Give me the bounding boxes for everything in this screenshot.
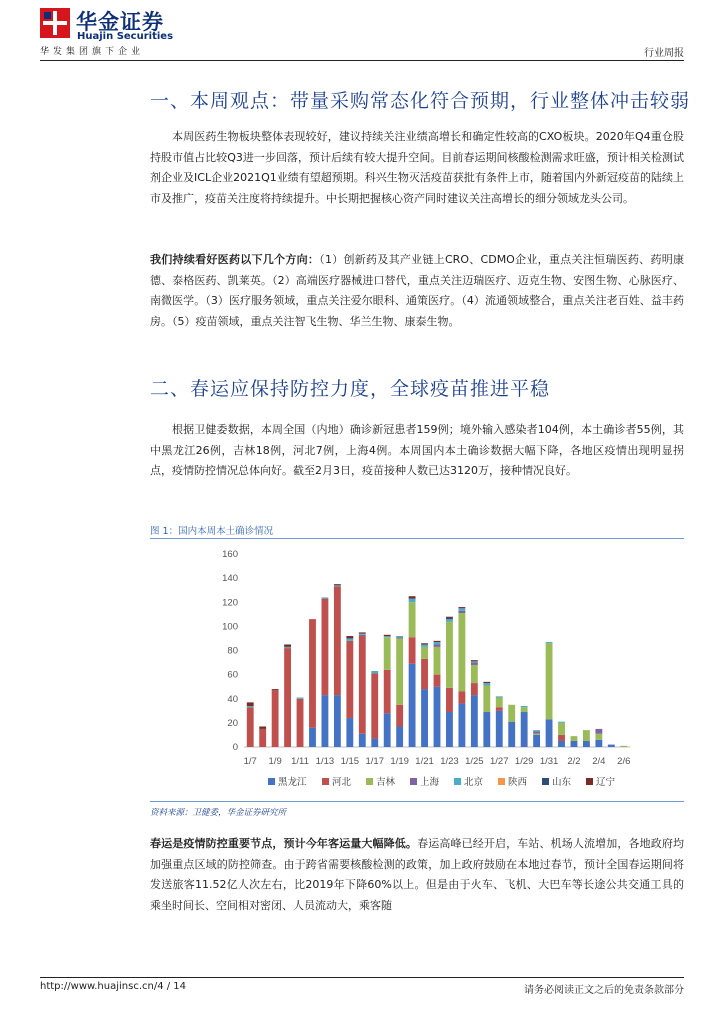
bar-segment [396,636,403,637]
bar-segment [434,687,441,747]
bar-segment [546,719,553,747]
group-tagline: 华发集团旗下企业 [40,47,145,57]
bar-segment [259,729,266,747]
section1-title: 一、本周观点：带量采购常态化符合预期，行业整体冲击较弱 [150,90,691,112]
legend-label: 陕西 [508,777,528,788]
section1-paragraph2-lead: 我们持续看好医药以下几个方向： [150,253,320,266]
bar-segment [595,729,602,734]
x-tick-label: 1/13 [315,756,335,767]
bar-segment [471,695,478,747]
bar-segment [346,641,353,718]
bar-segment [322,695,329,747]
bar-segment [595,740,602,747]
bar-segment [421,647,428,659]
bar-segment [521,712,528,747]
legend-swatch [542,778,549,785]
bar-segment [458,611,465,613]
x-tick-label: 1/15 [340,756,360,767]
x-tick-label: 1/17 [365,756,384,767]
bar-segment [483,685,490,712]
bar-segment [458,607,465,608]
bar-segment [521,707,528,712]
y-tick-label: 0 [232,742,238,753]
bar-segment [434,641,441,642]
x-tick-label: 1/29 [514,756,534,767]
bar-segment [446,619,453,621]
legend-swatch [322,778,329,785]
bar-segment [496,707,503,711]
bar-segment [346,718,353,747]
bar-segment [247,706,254,707]
bar-segment [458,613,465,691]
bar-segment [359,632,366,633]
huajin-logo-icon [40,8,70,38]
bar-segment [620,746,627,747]
bar-segment [471,663,478,665]
bar-segment [558,723,565,735]
bar-segment [297,699,304,747]
bar-segment [247,707,254,747]
bar-segment [471,683,478,695]
x-tick-label: 1/31 [539,756,559,767]
bar-segment [384,637,391,670]
bar-segment [571,736,578,741]
bar-segment [558,741,565,747]
y-tick-label: 120 [222,597,238,609]
y-tick-label: 60 [227,669,238,681]
bar-segment [334,584,341,585]
footer-url-page[interactable]: http://www.huajinsc.cn/4 / 14 [40,981,187,992]
section3-paragraph [150,834,684,916]
bar-segment [346,636,353,638]
bar-segment [595,734,602,740]
bar-segment [471,660,478,661]
bar-segment [508,705,515,722]
bar-segment [359,634,366,635]
cases-chart [150,540,684,798]
legend-label: 上海 [420,777,440,788]
bar-segment [533,731,540,733]
x-tick-label: 1/7 [243,756,257,767]
bar-segment [421,643,428,644]
legend-label: 北京 [464,777,484,788]
bar-segment [359,734,366,747]
x-tick-label: 1/23 [440,756,459,767]
bar-segment [583,741,590,747]
figure-title: 图 1：国内本周本土确诊情况 [150,526,274,537]
bar-segment [496,698,503,708]
legend-label: 辽宁 [596,777,616,788]
bar-segment [471,665,478,683]
bar-segment [446,617,453,618]
x-tick-label: 2/2 [567,756,581,767]
bar-segment [521,706,528,707]
bar-segment [446,712,453,747]
bar-segment [334,585,341,586]
x-tick-label: 2/6 [617,756,631,767]
x-tick-label: 1/25 [465,756,484,767]
bar-segment [409,596,416,598]
bar-segment [608,745,615,747]
legend-label: 山东 [552,777,572,788]
bar-segment [396,637,403,638]
bar-segment [446,618,453,619]
bar-segment [396,705,403,727]
bar-segment [409,637,416,664]
bar-segment [284,644,291,646]
legend-swatch [454,778,461,785]
legend-swatch [410,778,417,785]
y-tick-label: 160 [222,549,238,560]
bar-segment [571,741,578,747]
bar-segment [346,638,353,640]
legend-label: 吉林 [376,777,396,788]
bar-segment [434,644,441,646]
bar-segment [558,722,565,723]
bar-segment [434,642,441,644]
bar-segment [446,688,453,712]
bar-segment [309,619,316,728]
bar-segment [533,730,540,731]
bar-segment [284,648,291,747]
bar-segment [371,673,378,738]
y-tick-label: 20 [227,717,238,729]
section3-paragraph-lead: 春运是疫情防控重要节点，预计今年客运量大幅降低。 [150,837,418,850]
bar-segment [396,726,403,747]
x-tick-label: 1/11 [291,756,309,767]
section1-paragraph2 [150,250,684,332]
bar-segment [496,696,503,697]
legend-swatch [586,778,593,785]
y-tick-label: 140 [222,573,238,585]
bar-segment [446,622,453,688]
logo-chinese-name: 华金证券 [76,10,164,34]
bar-segment [434,675,441,687]
section1-paragraph1: 本周医药生物板块整体表现较好，建议持续关注业绩高增长和确定性较高的CXO板块。2020年Q4重仓股持股市值占比较Q3进一步回落，预计后续有较大提升空间。目前春运期间核酸检测需求旺盛，预计相关检测试剂企业及ICL企业2021Q1业绩有望超预期。科兴生物灭活疫苗获批有条件上市，随着国内外新冠疫苗的陆续上市及推广，疫苗关注度将持续提升。中长期把握核心资产同时建议关注高增长的细分领域龙头公司。 [150,130,684,205]
bar-segment [533,735,540,747]
bar-segment [409,602,416,637]
bar-segment [334,695,341,747]
bar-segment [371,739,378,747]
bar-segment [483,682,490,683]
bar-segment [533,734,540,735]
bar-segment [546,643,553,719]
bar-segment [409,599,416,603]
section3-paragraph-body: 春运高峰已经开启，车站、机场人流增加，各地政府均加强重点区域的防控筛查。由于跨省需要核酸检测的政策，加上政府鼓励在本地过春节，预计全国春运期间将发送旅客11.52亿人次左右，比2019年下降60%以上。但是由于火车、飞机、大巴车等长途公共交通工具的乘坐时间长、空间相对密闭、人员流动大，乘客随 [150,837,684,912]
bar-segment [496,711,503,747]
x-tick-label: 2/4 [592,756,606,767]
y-tick-label: 40 [227,693,238,705]
bar-segment [483,683,490,685]
x-tick-label: 1/19 [390,756,409,767]
bar-segment [421,689,428,747]
bar-segment [384,670,391,713]
x-tick-label: 1/9 [268,756,282,767]
figure-bottom-rule [150,801,684,802]
bar-segment [297,698,304,699]
footer-divider [40,977,684,978]
bar-segment [471,661,478,662]
bar-segment [259,726,266,728]
bar-segment [396,638,403,704]
bar-segment [421,659,428,689]
legend-swatch [268,778,275,785]
bar-segment [508,722,515,747]
bar-segment [359,635,366,636]
logo-english-name: Huajin Securities [77,31,174,42]
x-tick-label: 1/21 [415,756,434,767]
section2-paragraph1: 根据卫健委数据，本周全国（内地）确诊新冠患者159例；境外输入感染者104例，本土确诊者55例，其中黑龙江26例，吉林18例，河北7例，上海4例。本周国内本土确诊数据大幅下降，各地区疫情出现明显拐点，疫情防控情况总体向好。截至2月3日，疫苗接种人数已达3120万，接种情况良好。 [150,423,684,477]
section1-paragraph2-body: （1）创新药及其产业链上CRO、CDMO企业，重点关注恒瑞医药、药明康德、泰格医药、凯莱英。（2）高端医疗器械进口替代，重点关注迈瑞医疗、迈克生物、安图生物、心脉医疗、南微医学。（3）医疗服务领域，重点关注爱尔眼科、通策医疗。（4）流通领域整合，重点关注老百姓、益丰药房。（5）疫苗领域，重点关注智飞生物、华兰生物、康泰生物。 [150,253,685,328]
figure-top-rule [150,538,684,539]
legend-label: 河北 [332,777,352,788]
bar-segment [371,671,378,673]
bar-segment [558,735,565,741]
bar-segment [309,728,316,747]
y-tick-label: 80 [227,645,238,657]
bar-segment [284,647,291,648]
bar-segment [483,712,490,747]
legend-swatch [498,778,505,785]
bar-segment [434,647,441,675]
header-divider [40,60,684,61]
bar-segment [384,636,391,637]
bar-segment [384,713,391,747]
bar-segment [384,635,391,636]
legend-swatch [366,778,373,785]
bar-segment [458,704,465,747]
bar-segment [409,664,416,747]
bar-segment [322,599,329,696]
section2-title: 二、春运应保持防控力度，全球疫苗推进平稳 [150,378,551,400]
bar-segment [359,636,366,734]
footer-disclaimer: 请务必阅读正文之后的免责条款部分 [524,985,684,996]
bar-segment [247,702,254,706]
bar-segment [583,730,590,741]
bar-segment [272,690,279,747]
bar-segment [322,597,329,598]
bar-segment [421,644,428,646]
x-tick-label: 1/27 [490,756,509,767]
legend-label: 黑龙江 [278,777,307,788]
bar-segment [272,689,279,690]
bar-segment [546,642,553,643]
bar-segment [458,608,465,610]
y-tick-label: 100 [222,621,238,633]
report-type: 行业周报 [644,48,684,59]
bar-segment [334,587,341,696]
bar-segment [458,692,465,704]
figure-source: 资料来源：卫健委，华金证券研究所 [150,808,287,818]
